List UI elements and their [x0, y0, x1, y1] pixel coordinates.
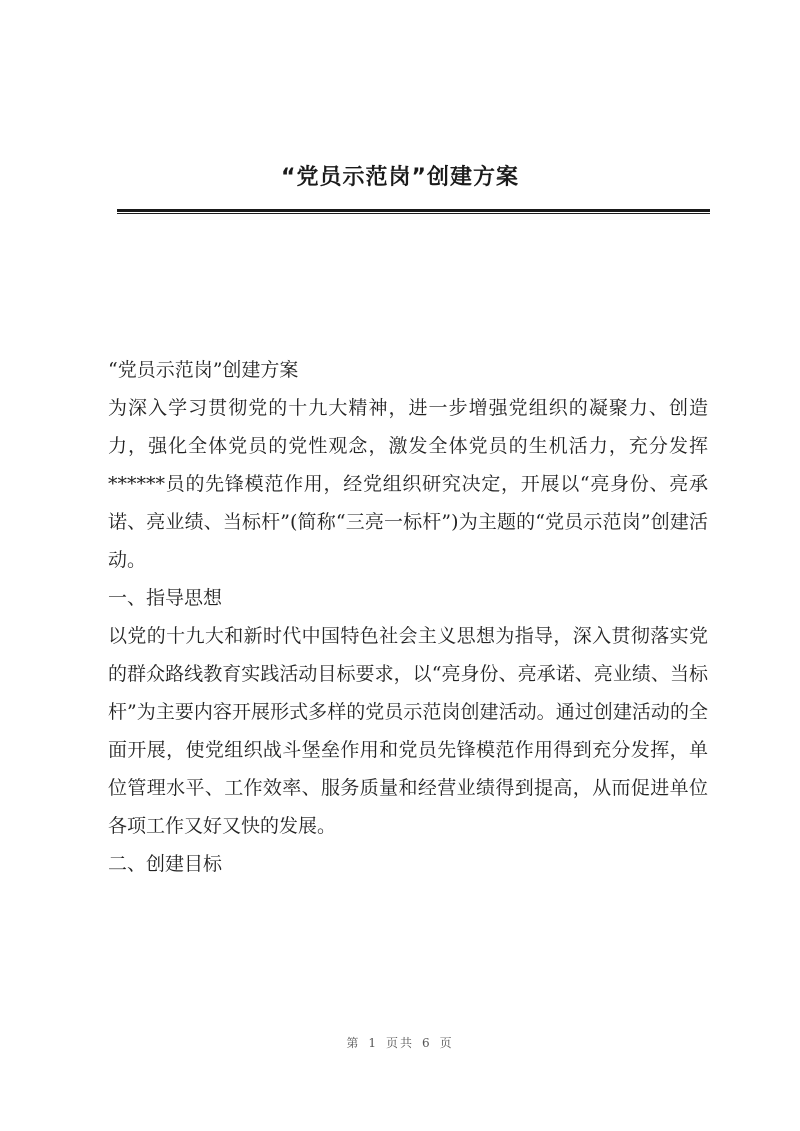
- header-divider: [117, 209, 710, 214]
- footer-page-mid: 页共: [385, 1036, 414, 1050]
- footer-page-total: 6: [422, 1036, 432, 1050]
- guiding-thought-paragraph: 以党的十九大和新时代中国特色社会主义思想为指导，深入贯彻落实党的群众路线教育实践活动目标要求，以“亮身份、亮承诺、亮业绩、当标杆”为主要内容开展形式多样的党员示范岗创建活动。通过创建活动的全面开展，使党组织战斗堡垒作用和党员先锋模范作用得到充分发挥，单位管理水平、工作效率、服务质量和经营业绩得到提高，从而促进单位各项工作又好又快的发展。: [108, 625, 708, 837]
- section-heading-guiding-thought: 一、指导思想: [108, 587, 223, 609]
- footer-page-suffix: 页: [439, 1036, 454, 1050]
- page-header-title: “党员示范岗”创建方案: [281, 165, 519, 190]
- document-body: [108, 351, 708, 883]
- footer-page-number: 1: [368, 1036, 378, 1050]
- document-subtitle: “党员示范岗”创建方案: [108, 359, 299, 381]
- section-heading-creation-goals: 二、创建目标: [108, 853, 223, 875]
- page-footer: [0, 1034, 800, 1051]
- intro-paragraph: 为深入学习贯彻党的十九大精神，进一步增强党组织的凝聚力、创造力，强化全体党员的党性观念，激发全体党员的生机活力，充分发挥******员的先锋模范作用，经党组织研究决定，开展以“亮身份、亮承诺、亮业绩、当标杆”(简称“三亮一标杆”)为主题的“党员示范岗”创建活动。: [108, 397, 708, 571]
- footer-page-prefix: 第: [346, 1036, 361, 1050]
